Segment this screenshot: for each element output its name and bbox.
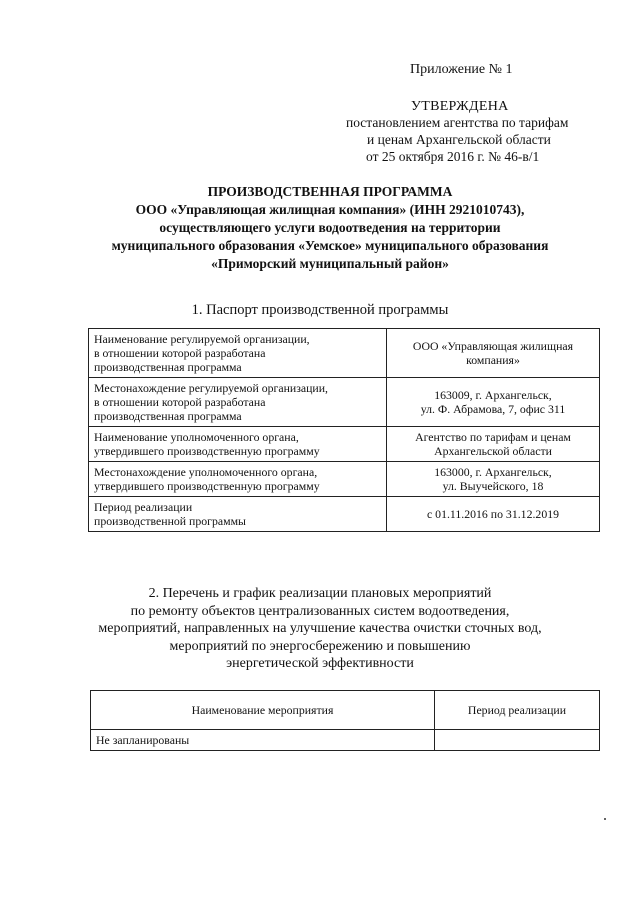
table-row (89, 329, 600, 378)
section2-heading-line: мероприятий, направленных на улучшение качества очистки сточных вод, (98, 621, 542, 636)
table-cell-value: 163000, г. Архангельск, ул. Выучейского, 18 (387, 462, 600, 497)
approval-line-3: от 25 октября 2016 г. № 46-в/1 (366, 149, 540, 164)
table-cell-value: ООО «Управляющая жилищная компания» (387, 329, 600, 378)
measures-table (90, 690, 600, 751)
appendix-label: Приложение № 1 (410, 62, 513, 77)
scan-speck (604, 818, 606, 820)
table-cell-key: Местонахождение уполномоченного органа, утвердившего производственную программу (89, 462, 387, 497)
title-line: ООО «Управляющая жилищная компания» (ИНН 2921010743), (135, 202, 525, 217)
document-title (60, 183, 600, 273)
approval-line-2: и ценам Архангельской области (367, 132, 551, 147)
table-cell-key: Наименование регулируемой организации, в отношении которой разработана производственная программа (89, 329, 387, 378)
table-cell-key: Наименование уполномоченного органа, утвердившего производственную программу (89, 427, 387, 462)
title-line: ПРОИЗВОДСТВЕННАЯ ПРОГРАММА (207, 184, 453, 199)
table-header-row (91, 691, 600, 730)
table-row (91, 730, 600, 751)
table-cell-value: 163009, г. Архангельск, ул. Ф. Абрамова, 7, офис 311 (387, 378, 600, 427)
section2-heading-line: мероприятий по энергосбережению и повышению (169, 638, 471, 654)
section2-heading-line: энергетической эффективности (226, 656, 414, 671)
approval-line-1: постановлением агентства по тарифам (346, 115, 569, 130)
passport-table (88, 328, 600, 532)
approved-label: УТВЕРЖДЕНА (411, 99, 509, 114)
section1-heading: 1. Паспорт производственной программы (191, 302, 449, 318)
table-row (89, 378, 600, 427)
table-cell-measure: Не запланированы (91, 730, 435, 751)
table-row (89, 427, 600, 462)
table-cell-key: Местонахождение регулируемой организации, в отношении которой разработана производственная программа (89, 378, 387, 427)
section2-heading-line: 2. Перечень и график реализации плановых мероприятий (148, 586, 492, 601)
table-cell-value: Агентство по тарифам и ценам Архангельской области (387, 427, 600, 462)
table-cell-period (435, 730, 600, 751)
table-cell-value: с 01.11.2016 по 31.12.2019 (387, 497, 600, 532)
table-row (89, 497, 600, 532)
column-header-measure: Наименование мероприятия (91, 691, 435, 730)
title-line: осуществляющего услуги водоотведения на территории (159, 220, 501, 235)
section2-heading (0, 585, 640, 673)
table-cell-key: Период реализации производственной программы (89, 497, 387, 532)
column-header-period: Период реализации (435, 691, 600, 730)
table-row (89, 462, 600, 497)
title-line: «Приморский муниципальный район» (211, 256, 449, 271)
title-line: муниципального образования «Уемское» муниципального образования (111, 238, 549, 253)
section2-heading-line: по ремонту объектов централизованных систем водоотведения, (130, 603, 510, 619)
